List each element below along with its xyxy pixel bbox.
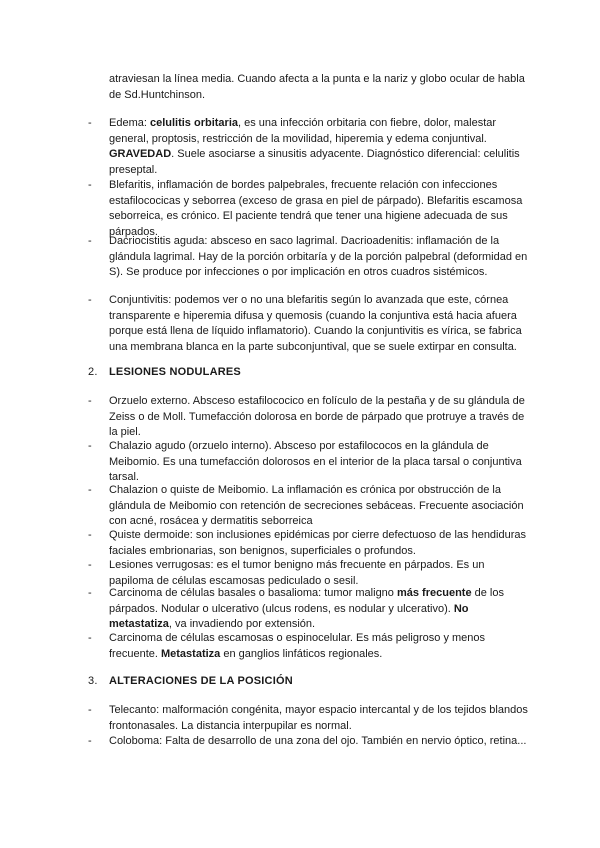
bullet: - (88, 179, 92, 191)
list-item-text: Quiste dermoide: son inclusiones epidémicas por cierre defectuoso de las hendiduras faciales embrionarias, son benignos, superficiales o profundos. (109, 529, 527, 557)
list-item-text: Conjuntivitis: podemos ver o no una blefaritis según lo avanzada que este, córnea transparente e hiperemia difusa y quemosis (cuando la conjuntiva está hacia afuera porque está llena de líquido inflamatorio). Cuando la conjuntivitis es vírica, se fabrica una membrana blanca en la parte subconjuntival, que se suele extirpar en consulta. (109, 294, 522, 353)
list-item-text: Telecanto: malformación congénita, mayor espacio intercantal y de los tejidos blandos frontonasales. La distancia interpupilar es normal. (109, 704, 528, 732)
section-title: ALTERACIONES DE LA POSICIÓN (109, 675, 293, 687)
bullet: - (88, 559, 92, 571)
list-item-text: Chalazion o quiste de Meibomio. La inflamación es crónica por obstrucción de la glándula de Meibomio con retención de secreciones sebáceas. Frecuente asociación con acné, rosácea y dermatitis seborreica (109, 484, 524, 527)
bullet: - (88, 704, 92, 716)
list-item-text: Lesiones verrugosas: es el tumor benigno más frecuente en párpados. Es un papiloma de células escamosas pediculado o sesil. (109, 559, 485, 587)
intro-paragraph: atraviesan la línea media. Cuando afecta a la punta e la nariz y globo ocular de habla de Sd.Huntchinson. (109, 73, 525, 101)
bullet: - (88, 440, 92, 452)
bullet: - (88, 735, 92, 747)
bullet: - (88, 235, 92, 247)
bullet: - (88, 587, 92, 599)
list-item-text: Carcinoma de células escamosas o espinocelular. Es más peligroso y menos frecuente. Metastatiza en ganglios linfáticos regionales. (109, 632, 486, 660)
bullet: - (88, 395, 92, 407)
list-item-text: Carcinoma de células basales o basalioma: tumor maligno más frecuente de los párpados. Nodular o ulcerativo (ulcus rodens, es nodular y ulcerativo). No metastatiza, va invadiendo por extensión. (109, 587, 504, 630)
bullet: - (88, 484, 92, 496)
list-item-text: Chalazio agudo (orzuelo interno). Absceso por estafilococos en la glándula de Meibomio. Es una tumefacción dolorosos en el interior de la placa tarsal o conjuntiva tarsal. (109, 440, 522, 483)
bullet: - (88, 529, 92, 541)
section-title: LESIONES NODULARES (109, 366, 241, 378)
section-number: 3. (88, 675, 98, 687)
list-item-text: Orzuelo externo. Absceso estafilococico en folículo de la pestaña y de su glándula de Zeiss o de Moll. Tumefacción dolorosa en borde de párpado que protruye a través de la piel. (109, 395, 525, 438)
bullet: - (88, 294, 92, 306)
bullet: - (88, 117, 92, 129)
list-item-text: Blefaritis, inflamación de bordes palpebrales, frecuente relación con infecciones estafilococicas y seborrea (exceso de grasa en piel de párpado). Blefaritis escamosa seborreica, es crónico. El paciente tendrá que tener una higiene adecuada de sus párpados. (109, 179, 523, 238)
list-item-text: Coloboma: Falta de desarrollo de una zona del ojo. También en nervio óptico, retina... (109, 735, 527, 747)
section-number: 2. (88, 366, 98, 378)
list-item-text: Edema: celulitis orbitaria, es una infección orbitaria con fiebre, dolor, malestar general, proptosis, restricción de la movilidad, hiperemia y edema conjuntival. GRAVEDAD. Suele asociarse a sinusitis adyacente. Diagnóstico diferencial: celulitis preseptal. (109, 117, 520, 176)
list-item-text: Dacriocistitis aguda: absceso en saco lagrimal. Dacrioadenitis: inflamación de la glándula lagrimal. Hay de la porción orbitaría y de la porción palpebral (deformidad en S). Se produce por infecciones o por implicación en otros cuadros sistémicos. (109, 235, 528, 278)
bullet: - (88, 632, 92, 644)
